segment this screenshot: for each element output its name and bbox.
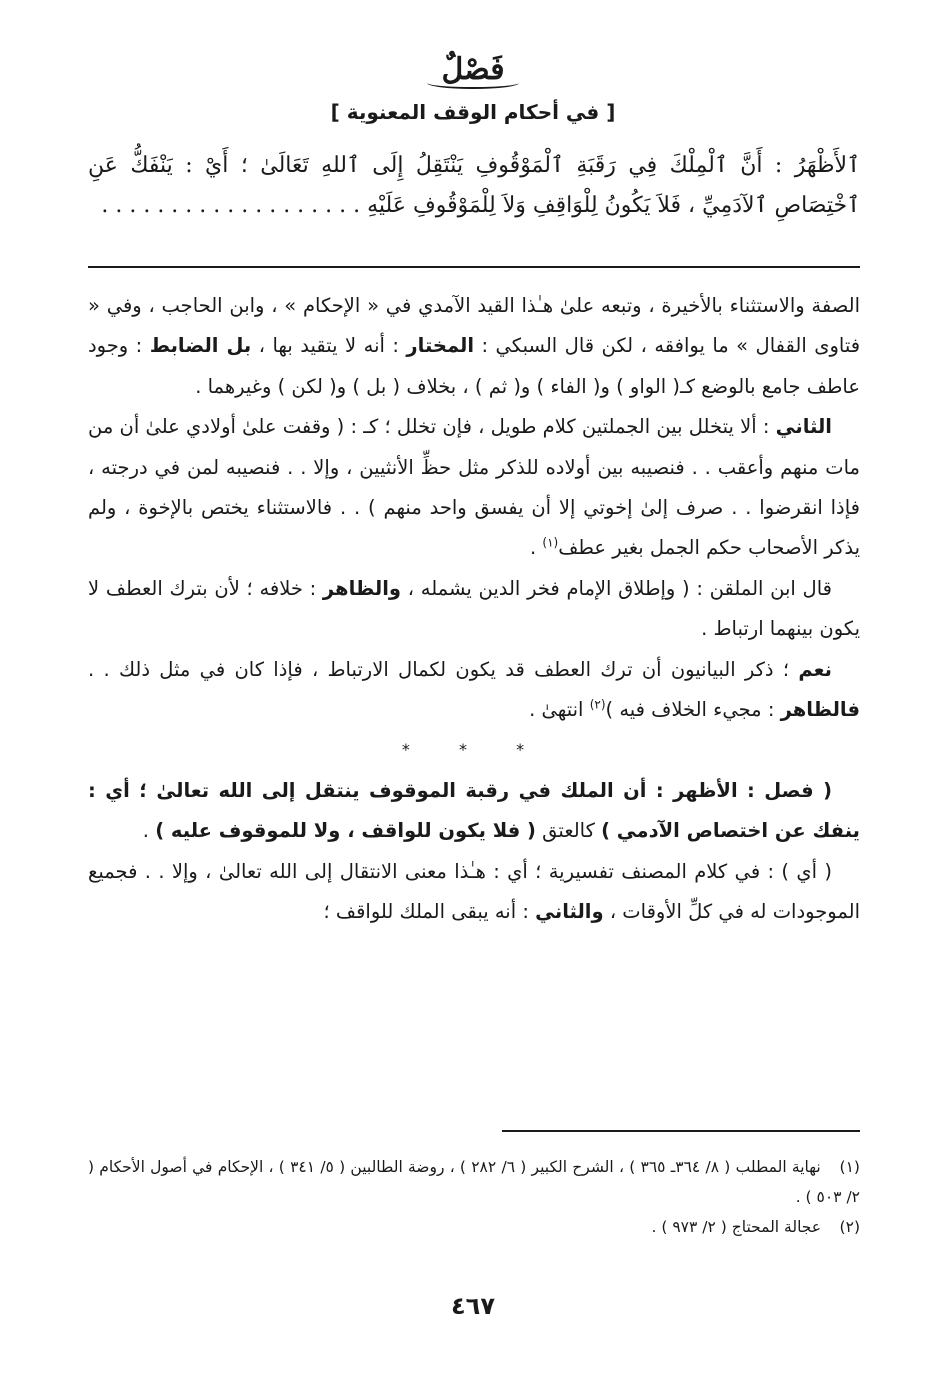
footnote-1-text: نهاية المطلب ( ٨/ ٣٦٤ـ ٣٦٥ ) ، الشرح الكبير ( ٦/ ٢٨٢ ) ، روضة الطالبين ( ٥/ ٣٤١ ) ، الإحكام في أصول الأحكام ( ٢/ ٥٠٣ ) . (88, 1158, 860, 1206)
matn-text: ٱلأَظْهَرُ : أَنَّ ٱلْمِلْكَ فِي رَقَبَةِ ٱلْمَوْقُوفِ يَنْتَقِلُ إِلَى ٱللهِ تَعَالَىٰ ؛ أَيْ : يَنْفَكُّ عَنِ ٱخْتِصَاصِ ٱلآدَمِيِّ ، فَلاَ يَكُونُ لِلْوَاقِفِ وَلاَ لِلْمَوْقُوفِ عَلَيْهِ . (88, 153, 860, 218)
p4-end-text: : مجيء الخلاف فيه ) (605, 698, 775, 722)
p4-bold-naam: نعم (798, 657, 832, 681)
p5-bold-quote: ( فصل : الأظهر : أن الملك في رقبة الموقوف ينتقل إلى الله تعالىٰ ؛ أي : ينفك عن اختصاص الآدمي ) (88, 778, 860, 843)
paragraph-2 (88, 407, 860, 569)
p4-bold-fazahir: فالظاهر (780, 698, 860, 722)
p6-end-text: : أنه يبقى الملك للواقف ؛ (323, 900, 529, 924)
section-subtitle: [ في أحكام الوقف المعنوية ] (330, 100, 616, 124)
matn-trailing-dots: . . . . . . . . . . . . . . . . . . (101, 193, 347, 218)
ornament-title-text: فَصْلٌ (435, 52, 510, 87)
paragraph-3 (88, 569, 860, 650)
paragraph-6 (88, 852, 860, 933)
paragraph-5 (88, 771, 860, 852)
footnote-2 (88, 1212, 860, 1242)
p4-mid-text: ؛ ذكر البيانيون أن ترك العطف قد يكون لكمال الارتباط ، فإذا كان في مثل ذلك . . (88, 657, 790, 681)
p4-intaha: انتهىٰ . (529, 698, 584, 722)
p1-bold-dabit: بل الضابط (149, 334, 252, 358)
paragraph-1 (88, 286, 860, 407)
p5-bold-quote-2: ( فلا يكون للواقف ، ولا للموقوف عليه ) (155, 819, 536, 843)
p1-end-text: : وجود عاطف جامع بالوضع كـ( الواو ) و( الفاء ) و( ثم ) ، بخلاف ( بل ) و( لكن ) وغيرهما . (88, 334, 860, 398)
footnote-2-text: عجالة المحتاج ( ٢/ ٩٧٣ ) . (651, 1218, 822, 1236)
footnote-2-number: (٢) (839, 1218, 860, 1236)
p3-end-text: : خلافه ؛ لأن بترك العطف لا يكون بينهما ارتباط . (88, 576, 860, 641)
p3-start-text: قال ابن الملقن : ( وإطلاق الإمام فخر الدين يشمله ، (407, 576, 832, 600)
matn-divider (88, 266, 860, 268)
matn-text-block (88, 146, 860, 226)
p1-bold-mukhtar: المختار (406, 334, 475, 358)
p6-start-text: ( أي ) : في كلام المصنف تفسيرية ؛ أي : هـٰذا معنى الانتقال إلى الله تعالىٰ ، وإلا . . فجميع الموجودات له في كلِّ الأوقات ، (88, 859, 860, 924)
p2-end: . (530, 536, 537, 560)
p5-mid-text: كالعتق (542, 819, 595, 843)
footnotes (88, 1152, 860, 1242)
paragraph-4 (88, 650, 860, 731)
p2-bold-thani: الثاني (775, 415, 832, 439)
p3-bold-zahir: والظاهر (322, 576, 402, 600)
chapter-ornament-title (0, 52, 946, 87)
p1-text: الصفة والاستثناء بالأخيرة ، وتبعه علىٰ هـٰذا القيد الآمدي في « الإحكام » ، وابن الحاجب ، وفي « فتاوى القفال » ما يوافقه ، لكن قال السبكي : (88, 294, 861, 358)
p5-end: . (142, 819, 149, 843)
commentary-body (88, 286, 860, 933)
footnote-1-number: (١) (839, 1158, 860, 1176)
section-separator: * * * (401, 740, 547, 760)
footnote-rule (502, 1130, 860, 1132)
page-number: ٤٦٧ (451, 1292, 495, 1320)
footnote-1 (88, 1152, 860, 1212)
p1-mid-text: : أنه لا يتقيد بها ، (258, 334, 399, 358)
footnote-ref-1[interactable]: (١) (542, 535, 559, 550)
p2-text: : ألا يتخلل بين الجملتين كلام طويل ، فإن تخلل ؛ كـ : ( وقفت علىٰ أولادي علىٰ أن من مات منهم وأعقب . . فنصيبه بين أولاده للذكر مثل حظِّ الأنثيين ، وإلا . . فنصيبه لمن في درجته ، فإذا انقرضوا . . صرف إلىٰ إخوتي إلا أن يفسق واحد منهم ) . . فالاستثناء يختص بالإخوة ، ولم يذكر الأصحاب حكم الجمل بغير عطف (88, 415, 860, 560)
p6-bold-thani: والثاني (535, 900, 604, 924)
footnote-ref-2[interactable]: (٢) (589, 697, 606, 712)
